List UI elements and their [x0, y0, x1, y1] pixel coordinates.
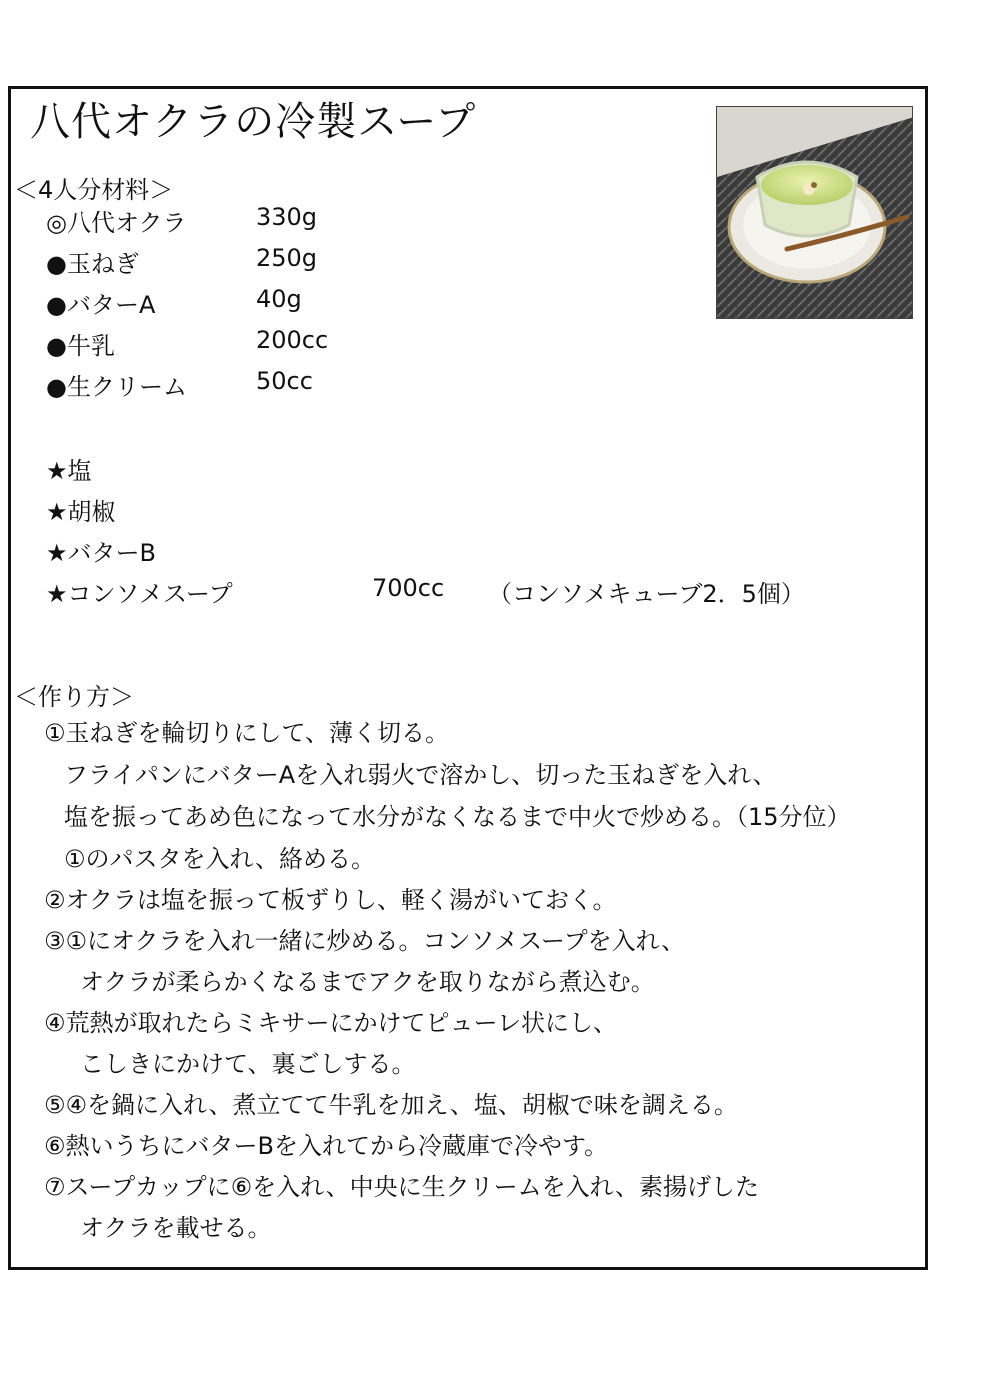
recipe-title: 八代オクラの冷製スープ — [30, 99, 477, 145]
seasoning-name: ★バターB — [46, 539, 156, 567]
ingredient-name: ◎八代オクラ — [46, 209, 187, 237]
ingredient-amount: 50cc — [256, 367, 313, 395]
ingredient-amount: 250g — [256, 244, 318, 272]
step-3-line: ③①にオクラを入れ一緒に炒める。コンソメスープを入れ、 — [44, 927, 686, 955]
seasoning-name: ★コンソメスープ — [46, 580, 233, 608]
ingredient-name: ●生クリーム — [46, 373, 187, 401]
step-1-line: ①玉ねぎを輪切りにして、薄く切る。 — [44, 719, 450, 747]
step-1-line: フライパンにバターAを入れ弱火で溶かし、切った玉ねぎを入れ、 — [64, 761, 777, 789]
step-4-line: こしきにかけて、裏ごしする。 — [80, 1050, 416, 1078]
seasoning-note: （コンソメキューブ2．5個） — [488, 580, 805, 608]
step-1-line: 塩を振ってあめ色になって水分がなくなるまで中火で炒める。（15分位） — [64, 803, 851, 831]
step-5-line: ⑤④を鍋に入れ、煮立てて牛乳を加え、塩、胡椒で味を調える。 — [44, 1091, 738, 1119]
soup-photo — [716, 106, 913, 319]
ingredient-name: ●牛乳 — [46, 332, 115, 360]
ingredient-amount: 330g — [256, 203, 318, 231]
step-4-line: ④荒熱が取れたらミキサーにかけてピューレ状にし、 — [44, 1009, 618, 1037]
ingredient-amount: 40g — [256, 285, 302, 313]
ingredient-name: ●玉ねぎ — [46, 250, 139, 278]
seasoning-name: ★塩 — [46, 457, 92, 485]
method-heading: ＜作り方＞ — [14, 683, 134, 711]
seasoning-amount: 700cc — [372, 574, 445, 602]
ingredient-amount: 200cc — [256, 326, 329, 354]
step-1-line: ①のパスタを入れ、絡める。 — [64, 845, 375, 873]
step-3-line: オクラが柔らかくなるまでアクを取りながら煮込む。 — [80, 968, 655, 996]
step-7-line: オクラを載せる。 — [80, 1214, 272, 1242]
seasoning-name: ★胡椒 — [46, 498, 116, 526]
step-2-line: ②オクラは塩を振って板ずりし、軽く湯がいておく。 — [44, 886, 617, 914]
ingredient-name: ●バターA — [46, 291, 156, 319]
step-6-line: ⑥熱いうちにバターBを入れてから冷蔵庫で冷やす。 — [44, 1132, 609, 1160]
step-7-line: ⑦スープカップに⑥を入れ、中央に生クリームを入れ、素揚げした — [44, 1173, 760, 1201]
ingredients-heading: ＜4人分材料＞ — [14, 176, 174, 204]
